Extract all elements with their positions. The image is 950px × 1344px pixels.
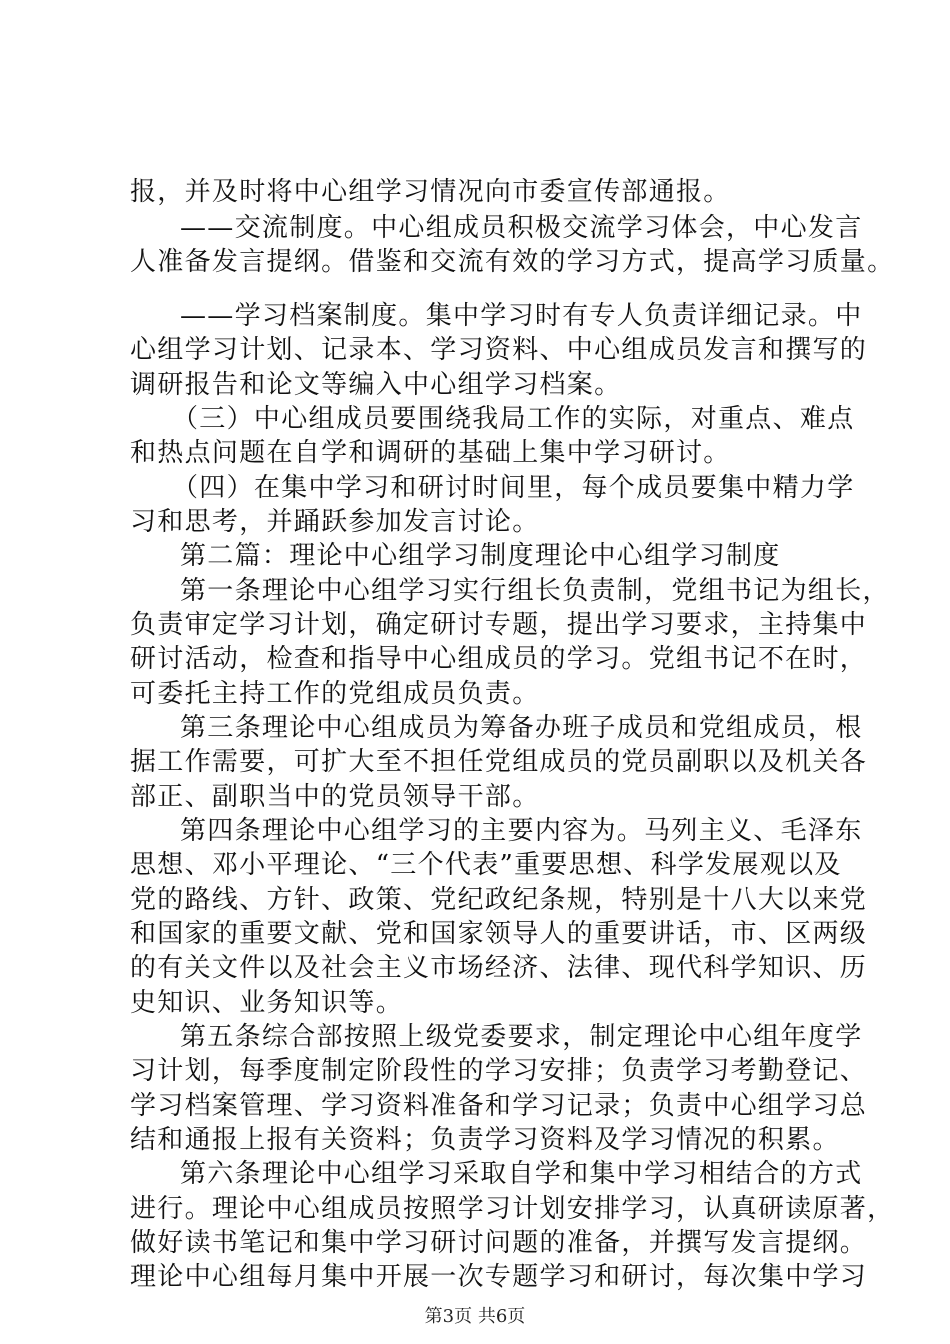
text-line: 和热点问题在自学和调研的基础上集中学习研讨。	[130, 438, 731, 468]
text-line: 进行。理论中心组成员按照学习计划安排学习，认真研读原著，	[130, 1194, 895, 1224]
text-line: 研讨活动，检查和指导中心组成员的学习。党组书记不在时，	[130, 644, 868, 674]
text-line: 理论中心组每月集中开展一次专题学习和研讨，每次集中学习	[130, 1262, 868, 1292]
text-line: ——交流制度。中心组成员积极交流学习体会，中心发言	[180, 213, 863, 243]
text-line: 做好读书笔记和集中学习研讨问题的准备，并撰写发言提纲。	[130, 1228, 868, 1258]
text-line: 党的路线、方针、政策、党纪政纪条规，特别是十八大以来党	[130, 885, 868, 915]
text-line: 第一条理论中心组学习实行组长负责制，党组书记为组长，	[180, 576, 890, 606]
text-line: （三）中心组成员要围绕我局工作的实际，对重点、难点	[172, 404, 855, 434]
text-line: 负责审定学习计划，确定研讨专题，提出学习要求，主持集中	[130, 610, 868, 640]
text-line: 史知识、业务知识等。	[130, 988, 404, 1018]
text-line: 第五条综合部按照上级党委要求，制定理论中心组年度学	[180, 1022, 863, 1052]
text-line: 习计划，每季度制定阶段性的学习安排；负责学习考勤登记、	[130, 1056, 868, 1086]
text-line: 据工作需要，可扩大至不担任党组成员的党员副职以及机关各	[130, 747, 868, 777]
page-number-footer: 第3页 共6页	[424, 1306, 526, 1327]
text-line: ——学习档案制度。集中学习时有专人负责详细记录。中	[180, 301, 863, 331]
text-line: 心组学习计划、记录本、学习资料、中心组成员发言和撰写的	[130, 335, 868, 365]
text-line: 调研报告和论文等编入中心组学习档案。	[130, 370, 622, 400]
text-line: 第三条理论中心组成员为筹备办班子成员和党组成员，根	[180, 713, 863, 743]
text-line: 学习档案管理、学习资料准备和学习记录；负责中心组学习总	[130, 1091, 868, 1121]
text-line: 习和思考，并踊跃参加发言讨论。	[130, 507, 540, 537]
section-heading: 第二篇：理论中心组学习制度理论中心组学习制度	[180, 541, 781, 571]
text-line: 部正、副职当中的党员领导干部。	[130, 782, 540, 812]
text-line: 可委托主持工作的党组成员负责。	[130, 679, 540, 709]
text-line: 结和通报上报有关资料；负责学习资料及学习情况的积累。	[130, 1125, 840, 1155]
text-line: 和国家的重要文献、党和国家领导人的重要讲话，市、区两级	[130, 919, 868, 949]
text-line: 的有关文件以及社会主义市场经济、法律、现代科学知识、历	[130, 953, 868, 983]
text-line: 第六条理论中心组学习采取自学和集中学习相结合的方式	[180, 1159, 863, 1189]
text-line: 思想、邓小平理论、“三个代表”重要思想、科学发展观以及	[130, 850, 842, 880]
text-line: 第四条理论中心组学习的主要内容为。马列主义、毛泽东	[180, 816, 863, 846]
text-line: （四）在集中学习和研讨时间里，每个成员要集中精力学	[172, 473, 855, 503]
text-line: 报，并及时将中心组学习情况向市委宣传部通报。	[130, 177, 731, 207]
text-line: 人准备发言提纲。借鉴和交流有效的学习方式，提高学习质量。	[130, 247, 895, 277]
